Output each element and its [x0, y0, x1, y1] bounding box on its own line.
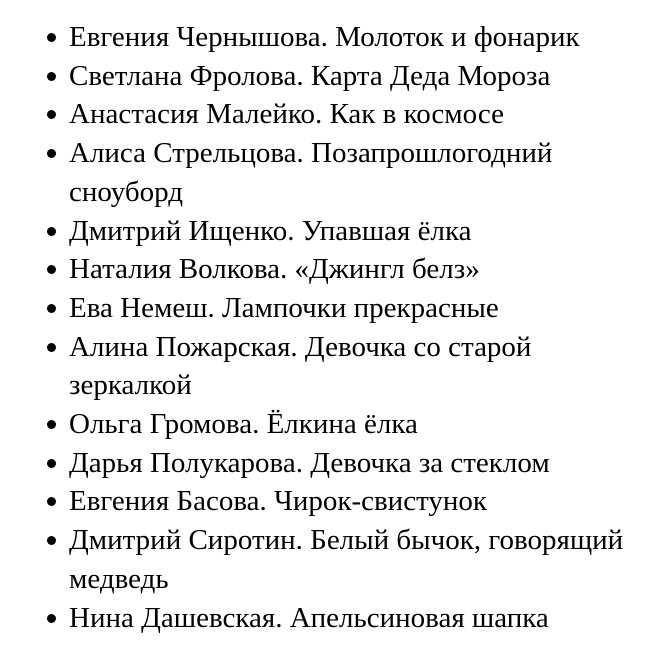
list-item: Ева Немеш. Лампочки прекрасные	[0, 289, 656, 328]
list-item: Евгения Чернышова. Молоток и фонарик	[0, 18, 656, 57]
list-item: Алиса Стрельцова. Позапрошлогодний сноуборд	[0, 134, 656, 211]
list-item: Ольга Громова. Ёлкина ёлка	[0, 405, 656, 444]
list-item: Дмитрий Ищенко. Упавшая ёлка	[0, 212, 656, 251]
list-item: Светлана Фролова. Карта Деда Мороза	[0, 57, 656, 96]
list-item: Евгения Басова. Чирок-свистунок	[0, 482, 656, 521]
story-list	[0, 18, 656, 637]
list-item: Анастасия Малейко. Как в космосе	[0, 95, 656, 134]
list-item: Дмитрий Сиротин. Белый бычок, говорящий медведь	[0, 521, 656, 598]
list-item: Нина Дашевская. Апельсиновая шапка	[0, 599, 656, 638]
list-item: Дарья Полукарова. Девочка за стеклом	[0, 444, 656, 483]
list-item: Алина Пожарская. Девочка со старой зеркалкой	[0, 328, 656, 405]
list-item: Наталия Волкова. «Джингл белз»	[0, 250, 656, 289]
